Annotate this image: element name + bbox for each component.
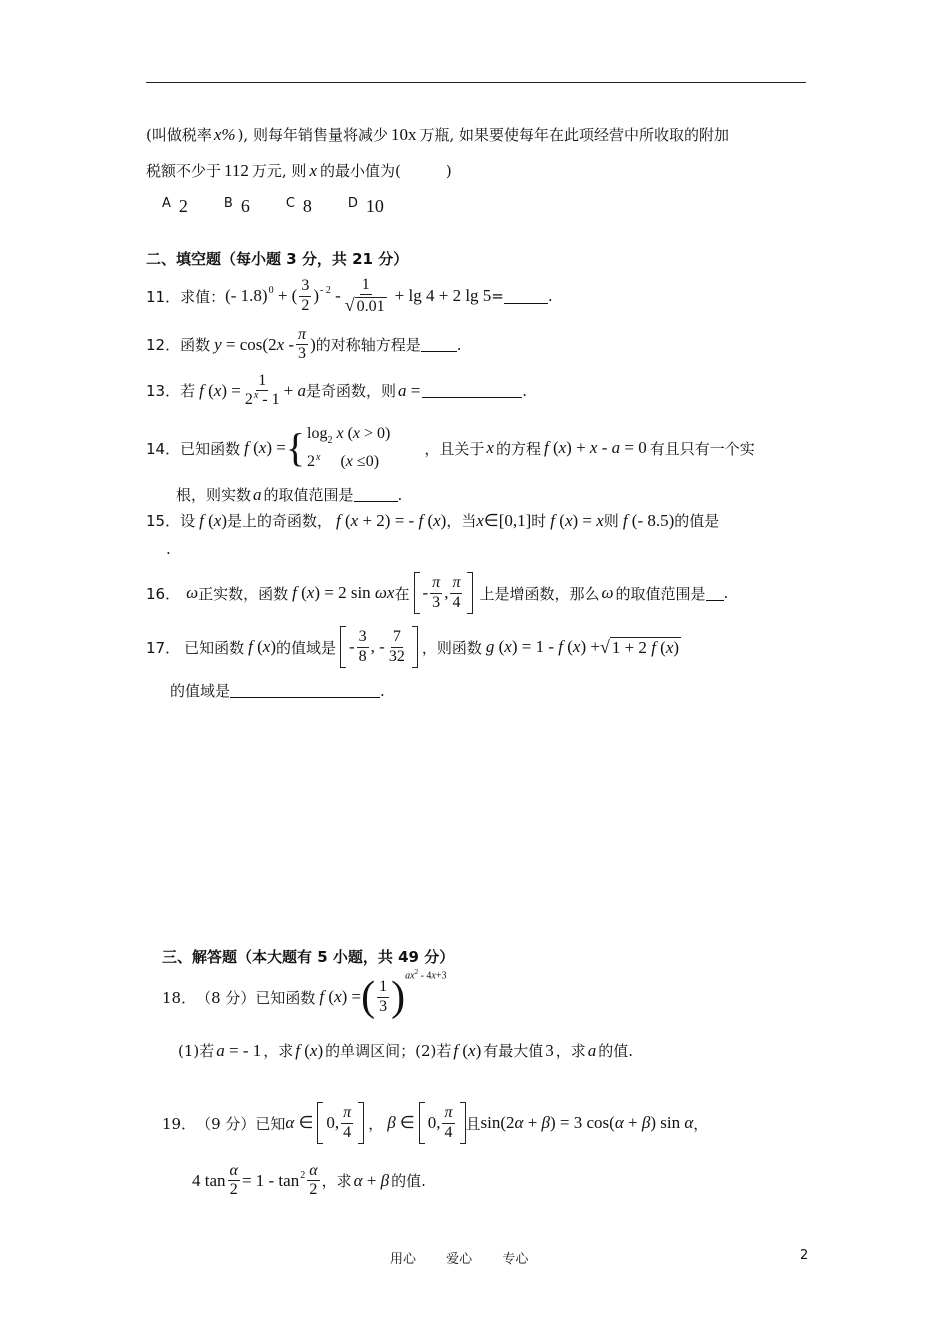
- q14-line2: 根，则实数 a 的取值范围是 .: [176, 484, 403, 504]
- q12-label: 函数: [180, 336, 211, 355]
- q11-number: 11．: [146, 287, 181, 306]
- choice-b-value: 6: [240, 196, 250, 216]
- q10-value: 112: [224, 160, 249, 180]
- choice-a-value: 2: [178, 196, 188, 216]
- q17-number: 17．: [146, 638, 181, 657]
- q16: 16． ω 正实数，函数 f (x) = 2 sin ωx 在 - $\frac{\pi}{3}$ , $\frac{\pi}{4}$ 上是增函数，那么 ω 的取值范围是 .: [146, 572, 728, 614]
- q13-tail: 是奇函数，则: [305, 382, 396, 401]
- q13: 13． 若 f (x) = $\frac{1}{2^x - 1}$ + a 是奇函数，则 a = .: [146, 372, 528, 409]
- q14-text: ，且关于: [424, 439, 485, 458]
- q14-answer-blank[interactable]: [354, 487, 398, 502]
- q11-label: 求值：: [180, 287, 226, 306]
- q10-text: 的最小值为( ): [319, 162, 452, 180]
- q10-amount: 10x: [390, 124, 417, 144]
- q16-number: 16．: [146, 584, 181, 603]
- section-2-title: 二、填空题（每小题 3 分，共 21 分）: [146, 250, 409, 268]
- q11: 11． 求值： (- 1.8)$^0$ + ( $\frac{3}{2}$ )$^{- 2}$ - 1 √ 0.01 + lg 4 + 2 lg 5 = .: [146, 276, 553, 316]
- q18: 18． （8 分） 已知函数 f (x) = ( $\frac{1}{3}$ ) $ax^2 - 4x+3$: [162, 968, 447, 1020]
- q14-cases: $\log_2 x$ (x > 0) 2$^x$ (x ≤0): [307, 425, 391, 470]
- q12: 12． 函数 y = cos(2x - $\frac{\pi}{3}$ ) 的对称轴方程是 .: [146, 326, 462, 363]
- q17-answer-blank[interactable]: [230, 683, 380, 698]
- choice-c-letter[interactable]: C: [285, 196, 295, 211]
- q19: 19． （9 分） 已知 α ∈ 0, $\frac{\pi}{4}$ ， β ∈ 0, $\frac{\pi}{4}$ 且 sin(2α + β) = 3 cos(α + β) sin α ，: [162, 1102, 708, 1144]
- q13-answer-blank[interactable]: [422, 383, 522, 398]
- choice-a-letter[interactable]: A: [162, 196, 171, 211]
- q15-line2: .: [166, 540, 171, 558]
- q14-number: 14．: [146, 439, 181, 458]
- q11-equals: =: [491, 287, 504, 306]
- q18-parts: (1)若 a = - 1 ，求 f (x) 的单调区间；(2)若 f (x) 有最大值 3 ，求 a 的值.: [178, 1040, 634, 1060]
- q12-tail: 的对称轴方程是: [315, 336, 421, 355]
- q10-var: x: [309, 160, 317, 180]
- q17-line2: 的值域是 .: [170, 681, 385, 700]
- q10-line1: [146, 124, 729, 145]
- q16-answer-blank[interactable]: [706, 586, 724, 601]
- q14-text: 的方程: [495, 439, 541, 458]
- q10-text: (叫做税率: [146, 126, 212, 144]
- choice-d-letter[interactable]: D: [347, 196, 358, 211]
- q12-expression: y = cos(2x -: [214, 334, 295, 354]
- page-number: 2: [800, 1248, 809, 1263]
- q14-text: 有且只有一个实: [649, 439, 755, 458]
- q17: 17． 已知函数 f (x) 的值域是 - $\frac{3}{8}$ , - $\frac{7}{32}$ ，则函数 g (x) = 1 - f (x) + √ 1 + 2 f (x): [146, 626, 681, 668]
- q10-text: 税额不少于: [146, 162, 222, 180]
- q10-text: ), 则每年销售量将减少: [237, 126, 388, 144]
- choice-b-letter[interactable]: B: [223, 196, 233, 211]
- q13-number: 13．: [146, 382, 181, 401]
- q13-expression: f (x) =: [199, 380, 241, 400]
- q10-choices: [162, 196, 420, 217]
- q19-line2: 4 tan $\frac{\alpha}{2}$ = $1 - \tan^2$ $\frac{\alpha}{2}$ ，求 α + β 的值.: [192, 1162, 426, 1199]
- q14-function: f (x) =: [244, 438, 286, 457]
- q15-number: 15．: [146, 512, 181, 530]
- q12-number: 12．: [146, 336, 181, 355]
- q10-text: 万瓶, 如果要使每年在此项经营中所收取的附加: [419, 126, 730, 144]
- q12-answer-blank[interactable]: [421, 337, 457, 352]
- q11-answer-blank[interactable]: [504, 289, 548, 304]
- q14-label: 已知函数: [180, 439, 241, 458]
- q10-rate: x%: [213, 124, 236, 144]
- q11-frac-sqrt: 1 √ 0.01: [344, 276, 385, 316]
- q13-label: 若: [180, 382, 196, 401]
- q11-expression: (- 1.8)$^0$ + (: [225, 285, 298, 306]
- q11-frac-3-2: $\frac{3}{2}$: [301, 277, 310, 314]
- q15: 15． 设 f (x) 是上的奇函数， f (x + 2) = - f (x) ，当 x∈[0,1] 时 f (x) = x 则 f (- 8.5) 的值是: [146, 510, 720, 530]
- header-rule: [146, 82, 806, 83]
- section-3-title: 三、解答题（本大题有 5 小题，共 49 分）: [162, 948, 455, 966]
- choice-c-value: 8: [302, 196, 312, 216]
- choice-d-value: 10: [365, 196, 384, 216]
- q10-text: 万元, 则: [251, 162, 307, 180]
- footer-motto: 用心 爱心 专心: [390, 1252, 529, 1267]
- q10-line2: [146, 160, 452, 181]
- q14: 14． 已知函数 f (x) = { $\log_2 x$ (x > 0) 2$^x$ (x ≤0) ，且关于 x 的方程 f (x) + x - a = 0 有且只有一个实: [146, 420, 755, 476]
